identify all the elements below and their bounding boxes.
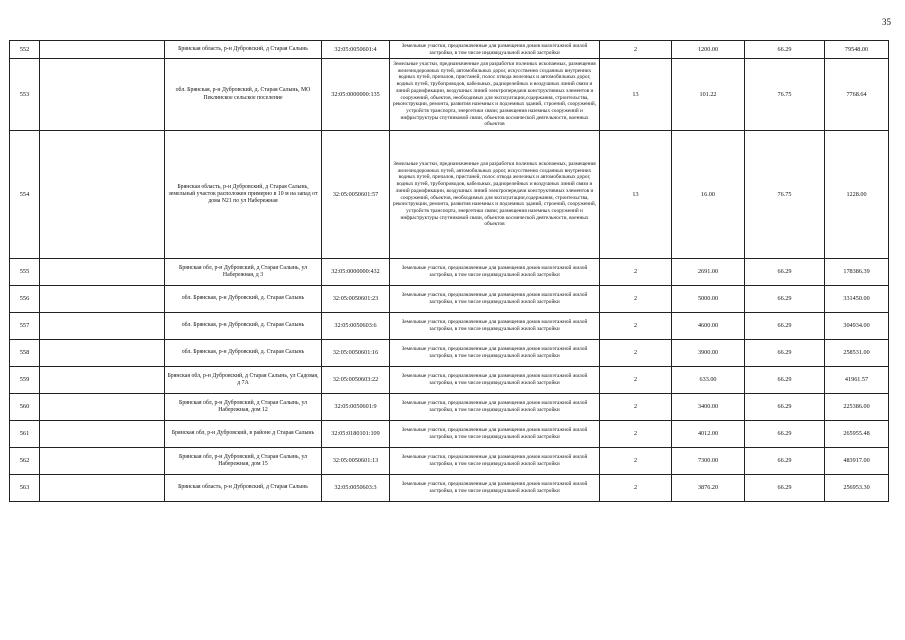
category-cell: 2 [600, 367, 672, 394]
blank-cell [40, 131, 165, 259]
cadastral-value-cell: 41961.57 [825, 367, 889, 394]
table-row [10, 367, 889, 394]
area-cell: 16.00 [672, 131, 745, 259]
row-number: 555 [10, 259, 40, 286]
address-cell: Брянская обл, р-н Дубровский, в районе д Старая Салынь [165, 421, 322, 448]
category-cell: 13 [600, 59, 672, 131]
cadastral-number-cell: 32:05:0050601:57 [322, 131, 390, 259]
category-cell: 2 [600, 340, 672, 367]
category-cell: 2 [600, 286, 672, 313]
cadastral-number-cell: 32:05:0050601:4 [322, 41, 390, 59]
area-cell: 2691.00 [672, 259, 745, 286]
table-row [10, 41, 889, 59]
table-row [10, 394, 889, 421]
area-cell: 4012.00 [672, 421, 745, 448]
blank-cell [40, 421, 165, 448]
permitted-use-cell: Земельные участки, предназначенные для размещения домов малоэтажной жилой застройки, в том числе индивидуальной жилой застройки [390, 475, 600, 502]
permitted-use-cell: Земельные участки, предназначенные для разработки полезных ископаемых, размещения железнодорожных путей, автомобильных дорог, искусственно созданных внутренних водных путей, причалов, пристаней, полос отвода железных и автомобильных дорог, водных путей, трубопроводов, кабельных, радиорелейных и воздушных линий связи и линий радиофикации, воздушных линий электропередачи конструктивных элементов и сооружений, объектов, необходимых для эксплуатации,содержания, строительства, реконструкции, ремонта, развития наземных и подземных зданий, строений, сооружений, устройств транспорта, энергетики связи; размещения наземных сооружений и инфраструктуры спутниковой связи, объектов космической деятельности, военных объектов [390, 131, 600, 259]
rate-cell: 66.29 [745, 394, 825, 421]
rate-cell: 66.29 [745, 448, 825, 475]
cadastral-value-cell: 331450.00 [825, 286, 889, 313]
blank-cell [40, 313, 165, 340]
address-cell: обл. Брянская, р-н Дубровский, д. Старая Салынь, МО Пеклинское сельское поселение [165, 59, 322, 131]
row-number: 562 [10, 448, 40, 475]
category-cell: 2 [600, 448, 672, 475]
row-number: 560 [10, 394, 40, 421]
address-cell: Брянская область, р-н Дубровский, д Старая Салынь, земельный участок расположен примерно в 10 м на запад от дома N21 по ул Набережная [165, 131, 322, 259]
table-row [10, 313, 889, 340]
cadastral-number-cell: 32:05:0180101:109 [322, 421, 390, 448]
cadastral-value-cell: 7768.64 [825, 59, 889, 131]
cadastral-value-cell: 258531.00 [825, 340, 889, 367]
row-number: 553 [10, 59, 40, 131]
address-cell: Брянская обл, р-н Дубровский, д Старая Салынь, ул Набережная, д 3 [165, 259, 322, 286]
area-cell: 4600.00 [672, 313, 745, 340]
row-number: 563 [10, 475, 40, 502]
rate-cell: 66.29 [745, 340, 825, 367]
blank-cell [40, 367, 165, 394]
address-cell: обл. Брянская, р-н Дубровский, д. Старая Салынь [165, 286, 322, 313]
cadastral-number-cell: 32:05:0050603:22 [322, 367, 390, 394]
cadastral-number-cell: 32:05:0000000:135 [322, 59, 390, 131]
permitted-use-cell: Земельные участки, предназначенные для размещения домов малоэтажной жилой застройки, в том числе индивидуальной жилой застройки [390, 394, 600, 421]
row-number: 552 [10, 41, 40, 59]
rate-cell: 66.29 [745, 313, 825, 340]
area-cell: 3400.00 [672, 394, 745, 421]
rate-cell: 66.29 [745, 259, 825, 286]
category-cell: 2 [600, 313, 672, 340]
row-number: 561 [10, 421, 40, 448]
address-cell: обл. Брянская, р-н Дубровский, д. Старая Салынь [165, 340, 322, 367]
cadastral-number-cell: 32:05:0050601:9 [322, 394, 390, 421]
table-row [10, 131, 889, 259]
address-cell: Брянская обл, р-н Дубровский, д Старая Салынь, ул Набережная, дом 12 [165, 394, 322, 421]
area-cell: 3900.00 [672, 340, 745, 367]
table-row [10, 59, 889, 131]
cadastral-number-cell: 32:05:0050601:23 [322, 286, 390, 313]
rate-cell: 66.29 [745, 367, 825, 394]
table-body [10, 41, 889, 502]
blank-cell [40, 59, 165, 131]
category-cell: 13 [600, 131, 672, 259]
cadastral-number-cell: 32:05:0050603:3 [322, 475, 390, 502]
table-row [10, 448, 889, 475]
area-cell: 1200.00 [672, 41, 745, 59]
area-cell: 3876.20 [672, 475, 745, 502]
cadastral-value-cell: 1228.00 [825, 131, 889, 259]
address-cell: Брянская обл, р-н Дубровский, д Старая Салынь, ул Набережная, дом 15 [165, 448, 322, 475]
table-row [10, 286, 889, 313]
blank-cell [40, 41, 165, 59]
permitted-use-cell: Земельные участки, предназначенные для размещения домов малоэтажной жилой застройки, в том числе индивидуальной жилой застройки [390, 259, 600, 286]
cadastral-number-cell: 32:05:0000000:432 [322, 259, 390, 286]
rate-cell: 66.29 [745, 41, 825, 59]
address-cell: Брянская обл, р-н Дубровский, д Старая Салынь, ул Садовая, д 7А [165, 367, 322, 394]
blank-cell [40, 394, 165, 421]
permitted-use-cell: Земельные участки, предназначенные для размещения домов малоэтажной жилой застройки, в том числе индивидуальной жилой застройки [390, 367, 600, 394]
category-cell: 2 [600, 41, 672, 59]
category-cell: 2 [600, 475, 672, 502]
permitted-use-cell: Земельные участки, предназначенные для размещения домов малоэтажной жилой застройки, в том числе индивидуальной жилой застройки [390, 286, 600, 313]
blank-cell [40, 259, 165, 286]
category-cell: 2 [600, 421, 672, 448]
area-cell: 5000.00 [672, 286, 745, 313]
cadastral-value-cell: 304934.00 [825, 313, 889, 340]
category-cell: 2 [600, 394, 672, 421]
cadastral-value-cell: 79548.00 [825, 41, 889, 59]
table-row [10, 259, 889, 286]
rate-cell: 66.29 [745, 286, 825, 313]
cadastral-value-cell: 265955.48 [825, 421, 889, 448]
area-cell: 101.22 [672, 59, 745, 131]
blank-cell [40, 340, 165, 367]
category-cell: 2 [600, 259, 672, 286]
row-number: 559 [10, 367, 40, 394]
address-cell: Брянская область, р-н Дубровский, д Старая Салынь [165, 475, 322, 502]
permitted-use-cell: Земельные участки, предназначенные для размещения домов малоэтажной жилой застройки, в том числе индивидуальной жилой застройки [390, 340, 600, 367]
cadastral-number-cell: 32:05:0050601:16 [322, 340, 390, 367]
cadastral-value-cell: 178386.39 [825, 259, 889, 286]
area-cell: 7300.00 [672, 448, 745, 475]
cadastral-number-cell: 32:05:0050601:13 [322, 448, 390, 475]
land-registry-table [9, 40, 889, 502]
table-row [10, 475, 889, 502]
blank-cell [40, 475, 165, 502]
cadastral-value-cell: 483917.00 [825, 448, 889, 475]
blank-cell [40, 286, 165, 313]
permitted-use-cell: Земельные участки, предназначенные для разработки полезных ископаемых, размещения железнодорожных путей, автомобильных дорог, искусственно созданных внутренних водных путей, причалов, пристаней, полос отвода железных и автомобильных дорог, водных путей, трубопроводов, кабельных, радиорелейных и воздушных линий связи и линий радиофикации, воздушных линий электропередачи конструктивных элементов и сооружений, объектов, необходимых для эксплуатации,содержания, строительства, реконструкции, ремонта, развития наземных и подземных зданий, строений, сооружений, устройств транспорта, энергетики связи; размещения наземных сооружений и инфраструктуры спутниковой связи, объектов космической деятельности, военных объектов [390, 59, 600, 131]
blank-cell [40, 448, 165, 475]
table-row [10, 340, 889, 367]
cadastral-value-cell: 256953.30 [825, 475, 889, 502]
rate-cell: 76.75 [745, 131, 825, 259]
address-cell: Брянская область, р-н Дубровский, д Старая Салынь [165, 41, 322, 59]
permitted-use-cell: Земельные участки, предназначенные для размещения домов малоэтажной жилой застройки, в том числе индивидуальной жилой застройки [390, 448, 600, 475]
permitted-use-cell: Земельные участки, предназначенные для размещения домов малоэтажной жилой застройки, в том числе индивидуальной жилой застройки [390, 313, 600, 340]
row-number: 557 [10, 313, 40, 340]
row-number: 558 [10, 340, 40, 367]
rate-cell: 76.75 [745, 59, 825, 131]
cadastral-number-cell: 32:05:0050603:6 [322, 313, 390, 340]
rate-cell: 66.29 [745, 475, 825, 502]
row-number: 556 [10, 286, 40, 313]
address-cell: обл. Брянская, р-н Дубровский, д. Старая Салынь [165, 313, 322, 340]
permitted-use-cell: Земельные участки, предназначенные для размещения домов малоэтажной жилой застройки, в том числе индивидуальной жилой застройки [390, 41, 600, 59]
table-row [10, 421, 889, 448]
row-number: 554 [10, 131, 40, 259]
cadastral-value-cell: 225386.00 [825, 394, 889, 421]
area-cell: 633.00 [672, 367, 745, 394]
rate-cell: 66.29 [745, 421, 825, 448]
page-number: 35 [882, 17, 891, 27]
permitted-use-cell: Земельные участки, предназначенные для размещения домов малоэтажной жилой застройки, в том числе индивидуальной жилой застройки [390, 421, 600, 448]
